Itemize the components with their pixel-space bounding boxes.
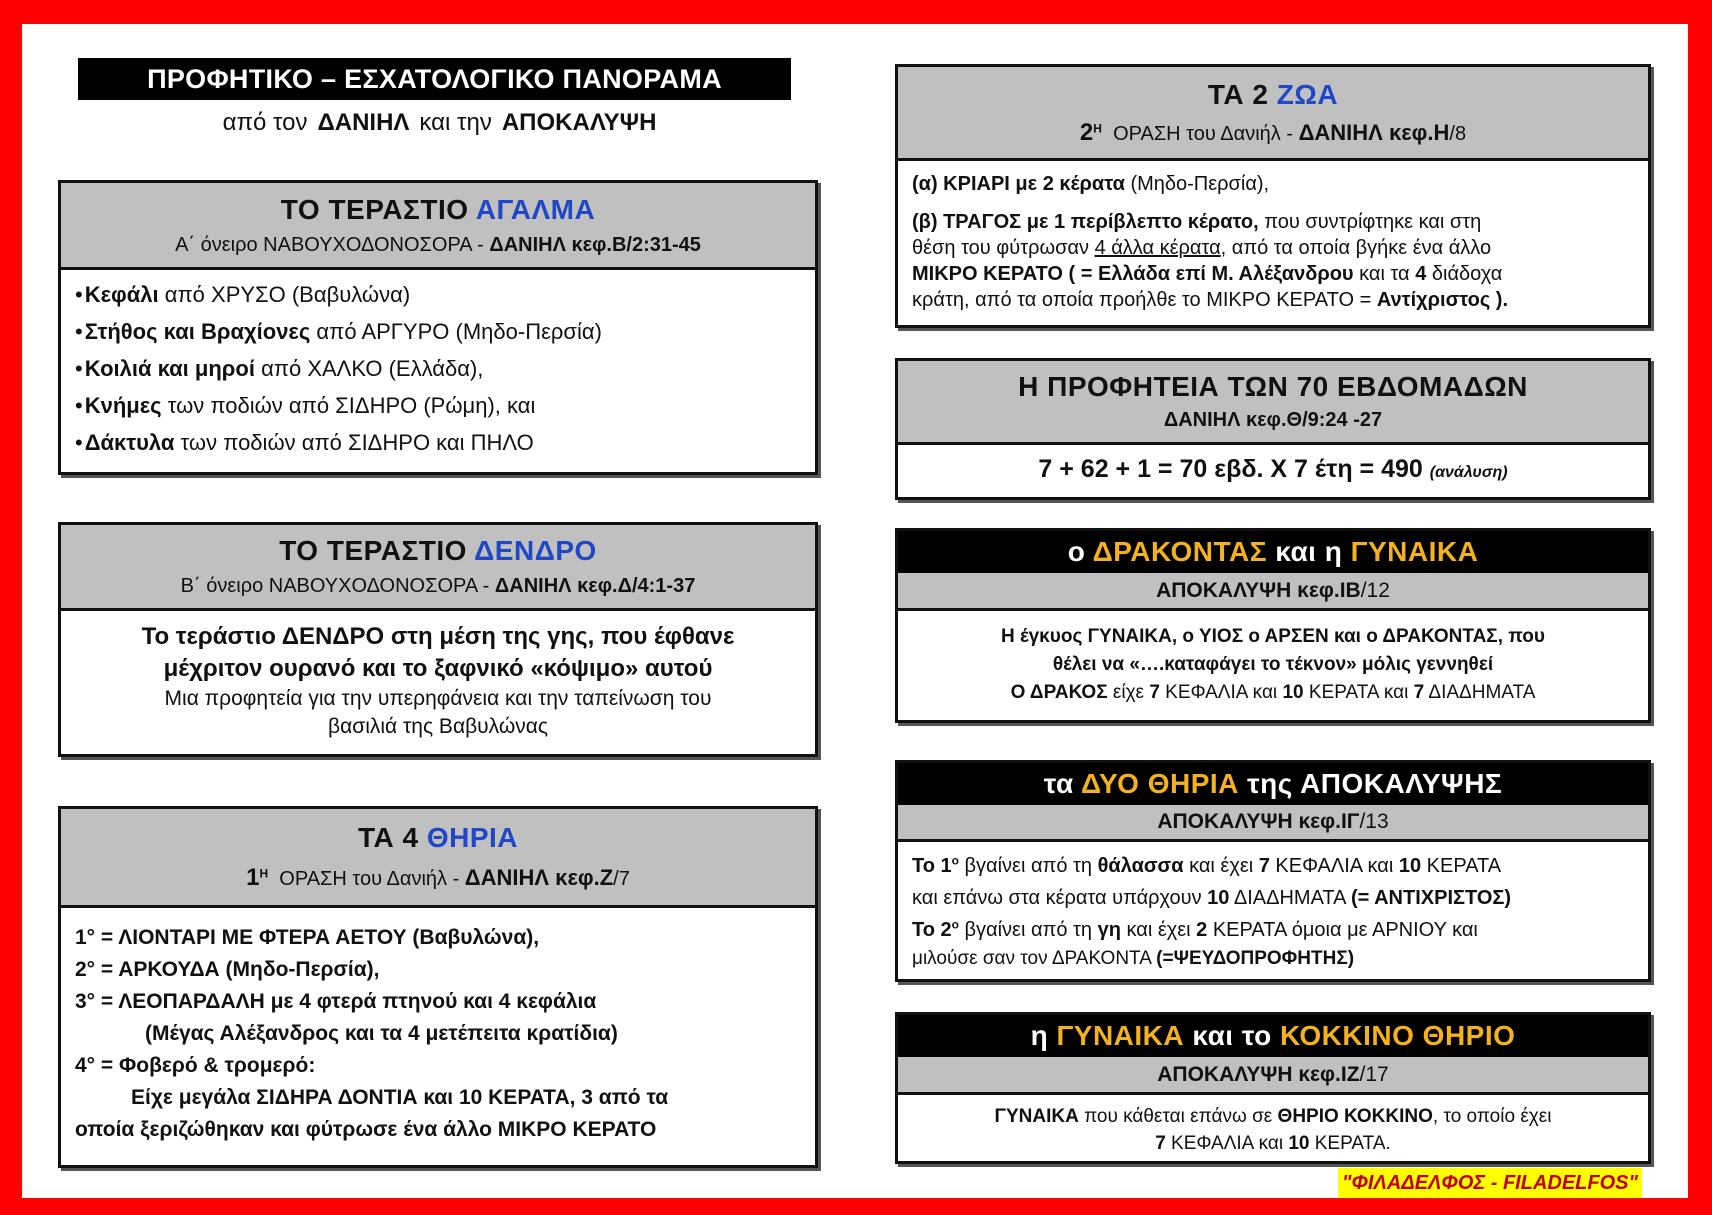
- item-bold: Δάκτυλα: [84, 430, 175, 455]
- text-bold: 10: [1282, 682, 1304, 703]
- text-line: [912, 1103, 1634, 1130]
- text-sup: ο: [951, 917, 959, 932]
- dendro-header: [61, 525, 815, 611]
- reference-part: /12: [1360, 578, 1390, 602]
- text-line: [912, 882, 1634, 914]
- kokkino-box: [895, 1012, 1651, 1164]
- zoa-item-b: [912, 209, 1634, 235]
- agalma-reference: [175, 234, 701, 257]
- formula-text: 7 + 62 + 1 = 70 εβδ. Χ 7 έτη = 490: [1038, 455, 1423, 483]
- title-part: ΓΥΝΑΙΚΑ: [1056, 1020, 1185, 1051]
- dyo-thiria-reference: [898, 805, 1648, 842]
- text-normal: , το οποίο έχει: [1432, 1106, 1552, 1127]
- title-part: ΔΕΝΔΡΟ: [474, 535, 597, 566]
- list-item: Είχε μεγάλα ΣΙΔΗΡΑ ΔΟΝΤΙΑ και 10 ΚΕΡΑΤΑ, 3 από τα: [131, 1086, 669, 1109]
- text-bold: Ο ΔΡΑΚΟΣ: [1010, 682, 1108, 703]
- thiria-list: [61, 908, 815, 1156]
- text-bold: 7: [1149, 682, 1160, 703]
- title-part: ΔΥΟ ΘΗΡΙΑ: [1080, 768, 1239, 799]
- text-line: βασιλιά της Βαβυλώνας: [328, 715, 548, 738]
- text-bold: 7: [1155, 1133, 1166, 1154]
- reference-part: ΑΠΟΚΑΛΥΨΗ κεφ.ΙΒ: [1156, 578, 1361, 602]
- text-line: [912, 1130, 1634, 1157]
- dyo-thiria-box: [895, 760, 1651, 982]
- text-normal: και έχει: [1120, 919, 1197, 941]
- text-normal: και τα: [1353, 263, 1416, 285]
- thiria-header: [61, 809, 815, 908]
- zoa-item-b-line: [912, 287, 1634, 313]
- evdomades-reference: [1164, 409, 1382, 432]
- title-part: ΖΩΑ: [1276, 78, 1339, 110]
- reference-part: ΔΑΝΙΗΛ κεφ.Ζ: [464, 865, 614, 890]
- text-normal: και έχει: [1183, 855, 1259, 877]
- dendro-box: [58, 522, 818, 757]
- text-line: [912, 679, 1634, 707]
- text-bold: 10: [1398, 855, 1422, 877]
- thiria-reference: [246, 864, 630, 892]
- text-normal: ΚΕΡΑΤΑ όμοια με ΑΡΝΙΟΥ και: [1207, 919, 1478, 941]
- dendro-text: [61, 611, 815, 751]
- item-text: των ποδιών από ΣΙΔΗΡΟ (Ρώμη), και: [161, 393, 536, 418]
- title-part: ΓΥΝΑΙΚΑ: [1350, 536, 1479, 567]
- text-bold: 10: [1288, 1133, 1310, 1154]
- item-bold: Κοιλιά και μηροί: [84, 356, 255, 381]
- text-bold: θάλασσα: [1097, 855, 1184, 877]
- subtitle-part: από τον: [222, 109, 308, 136]
- text-normal: ΚΕΡΑΤΑ.: [1309, 1133, 1391, 1154]
- text-line: θέλει να «….καταφάγει το τέκνον» μόλις γεννηθεί: [1052, 654, 1494, 675]
- text-bold: ΓΥΝΑΙΚΑ: [994, 1106, 1079, 1127]
- subtitle-part: ΑΠΟΚΑΛΥΨΗ: [501, 109, 657, 136]
- reference-part: ΔΑΝΙΗΛ κεφ.Η: [1298, 119, 1450, 145]
- reference-part: /9:24 -27: [1302, 409, 1383, 431]
- reference-part: ΔΑΝΙΗΛ κεφ.Θ: [1163, 409, 1303, 431]
- list-item: [75, 387, 801, 424]
- text-underlined: 4 άλλα κέρατα: [1094, 237, 1221, 259]
- text-normal: είχε: [1107, 682, 1150, 703]
- reference-part: ΔΑΝΙΗΛ κεφ.Δ: [494, 575, 632, 597]
- evdomades-title: Η ΠΡΟΦΗΤΕΙΑ ΤΩΝ 70 ΕΒΔΟΜΑΔΩΝ: [1018, 371, 1528, 402]
- zoa-text: [898, 161, 1648, 323]
- list-item: οποία ξεριζώθηκαν και φύτρωσε ένα άλλο ΜΙΚΡΟ ΚΕΡΑΤΟ: [75, 1118, 657, 1141]
- item-text: των ποδιών από ΣΙΔΗΡΟ και ΠΗΛΟ: [174, 430, 534, 455]
- text-bold: Αντίχριστος ).: [1376, 289, 1509, 311]
- text-bold: (β) ΤΡΑΓΟΣ με 1 περίβλεπτο κέρατο,: [912, 211, 1259, 233]
- item-bold: Στήθος και Βραχίονες: [84, 319, 311, 344]
- text-normal: βγαίνει από τη: [958, 919, 1098, 941]
- thiria-title: [358, 822, 518, 854]
- text-bold: (= ΑΝΤΙΧΡΙΣΤΟΣ): [1350, 887, 1512, 909]
- text-normal: διάδοχα: [1426, 263, 1503, 285]
- reference-part: /13: [1359, 810, 1389, 833]
- drakontas-text: [898, 611, 1648, 717]
- list-item: 3° = ΛΕΟΠΑΡΔΑΛΗ με 4 φτερά πτηνού και 4 κεφάλια: [75, 990, 597, 1013]
- title-part: ΤΑ 2: [1207, 78, 1269, 110]
- reference-part: ΔΑΝΙΗΛ κεφ.Β: [489, 233, 627, 256]
- agalma-box: [58, 180, 818, 475]
- author-signature: "ΦΙΛΑΔΕΛΦΟΣ - FILADELFOS": [1338, 1168, 1642, 1198]
- text-normal: ΚΕΡΑΤΑ: [1421, 855, 1502, 877]
- reference-part: ΟΡΑΣΗ του Δανιήλ -: [279, 868, 460, 890]
- dyo-thiria-text: [898, 842, 1648, 982]
- text-sup: ο: [951, 853, 959, 868]
- evdomades-header: [898, 361, 1648, 445]
- title-part: ΤΟ ΤΕΡΑΣΤΙΟ: [280, 193, 469, 225]
- dyo-thiria-header: [898, 763, 1648, 805]
- agalma-title: [281, 194, 595, 226]
- text-bold: Το 1: [912, 855, 952, 877]
- text-normal: (Μηδο-Περσία),: [1124, 173, 1270, 195]
- dendro-title: [279, 535, 597, 567]
- evdomades-box: [895, 358, 1651, 500]
- text-line: Το τεράστιο ΔΕΝΔΡΟ στη μέση της γης, που έφθανε: [141, 623, 735, 650]
- drakontas-box: [895, 528, 1651, 723]
- text-bold: (α) ΚΡΙΑΡΙ με 2 κέρατα: [912, 173, 1125, 195]
- title-part: ΘΗΡΙΑ: [426, 822, 519, 853]
- dyo-thiria-title: [1044, 768, 1502, 800]
- agalma-list: [61, 270, 815, 471]
- drakontas-reference: [898, 573, 1648, 611]
- item-bold: Κνήμες: [84, 393, 162, 418]
- kokkino-header: [898, 1015, 1648, 1057]
- page-title-text: ΠΡΟΦΗΤΙΚΟ – ΕΣΧΑΤΟΛΟΓΙΚΟ ΠΑΝΟΡΑΜΑ: [147, 63, 722, 94]
- list-item: [75, 276, 801, 313]
- text-bold: 7: [1258, 855, 1270, 877]
- text-normal: και επάνω στα κέρατα υπάρχουν: [912, 887, 1208, 909]
- reference-part: Α΄ όνειρο ΝΑΒΟΥΧΟΔΟΝΟΣΟΡΑ -: [175, 233, 484, 256]
- reference-part: Η: [1093, 120, 1102, 135]
- reference-part: /17: [1359, 1062, 1389, 1086]
- text-line: [912, 850, 1634, 882]
- page-title: [78, 58, 791, 100]
- list-item: (Μέγας Αλέξανδρος και τα 4 μετέπειτα κρατίδια): [145, 1022, 618, 1045]
- text-normal: θέση του φύτρωσαν: [912, 237, 1095, 259]
- zoa-item-b-line: [912, 261, 1634, 287]
- drakontas-header: [898, 531, 1648, 573]
- text-line: [912, 946, 1634, 972]
- title-part: και το: [1192, 1020, 1272, 1051]
- text-normal: που συντρίφτηκε και στη: [1258, 211, 1482, 233]
- list-item: 4° = Φοβερό & τρομερό:: [75, 1054, 316, 1077]
- text-normal: ΚΕΦΑΛΙΑ και: [1269, 855, 1399, 877]
- title-part: ΔΡΑΚΟΝΤΑΣ: [1092, 536, 1267, 567]
- text-bold: ΘΗΡΙΟ ΚΟΚΚΙΝΟ: [1277, 1106, 1433, 1127]
- zoa-reference: [1080, 119, 1466, 147]
- text-normal: που κάθεται επάνω σε: [1078, 1106, 1278, 1127]
- reference-part: /8: [1449, 122, 1467, 145]
- text-normal: ΚΕΡΑΤΑ και: [1303, 682, 1414, 703]
- reference-part: Β΄ όνειρο ΝΑΒΟΥΧΟΔΟΝΟΣΟΡΑ -: [180, 575, 490, 597]
- zoa-item-b-line: [912, 235, 1634, 261]
- text-normal: μιλούσε σαν τον ΔΡΑΚΟΝΤΑ: [912, 948, 1157, 969]
- reference-part: /2:31-45: [626, 233, 701, 256]
- text-line: μέχριτον ουρανό και το ξαφνικό «κόψιμο» αυτού: [163, 655, 713, 682]
- text-line: Μια προφητεία για την υπερηφάνεια και την ταπείνωση του: [164, 687, 712, 710]
- reference-part: /4:1-37: [631, 575, 696, 597]
- list-item: [75, 424, 801, 461]
- text-bold: γη: [1097, 919, 1121, 941]
- subtitle-part: ΔΑΝΙΗΛ: [317, 109, 410, 136]
- thiria-box: [58, 806, 818, 1168]
- dendro-reference: [181, 575, 696, 598]
- text-bold: 7: [1413, 682, 1425, 703]
- text-normal: βγαίνει από τη: [958, 855, 1098, 877]
- title-part: ο: [1067, 536, 1086, 567]
- kokkino-reference: [898, 1057, 1648, 1095]
- subtitle-part: και την: [419, 109, 492, 136]
- title-part: ΤΑ 4: [357, 822, 419, 853]
- text-bold: ΜΙΚΡΟ ΚΕΡΑΤΟ ( = Ελλάδα επί Μ. Αλέξανδρου: [912, 263, 1354, 285]
- title-part: η: [1030, 1020, 1049, 1051]
- text-normal: ΔΙΑΔΗΜΑΤΑ: [1424, 682, 1536, 703]
- reference-part: /7: [613, 868, 630, 890]
- reference-part: ΑΠΟΚΑΛΥΨΗ κεφ.ΙΓ: [1157, 810, 1360, 833]
- zoa-header: [898, 67, 1648, 161]
- text-line: Η έγκυος ΓΥΝΑΙΚΑ, ο ΥΙΟΣ ο ΑΡΣΕΝ και ο ΔΡΑΚΟΝΤΑΣ, που: [1001, 626, 1545, 647]
- item-text: από ΧΑΛΚΟ (Ελλάδα),: [254, 356, 484, 381]
- text-bold: 2: [1196, 919, 1208, 941]
- item-text: από ΧΡΥΣΟ (Βαβυλώνα): [158, 282, 411, 307]
- reference-part: ΑΠΟΚΑΛΥΨΗ κεφ.ΙΖ: [1157, 1062, 1360, 1086]
- title-part: και η: [1275, 536, 1343, 567]
- title-part: ΚΟΚΚΙΝΟ ΘΗΡΙΟ: [1279, 1020, 1516, 1051]
- evdomades-formula: [898, 445, 1648, 484]
- analysis-note: (ανάλυση): [1429, 464, 1508, 481]
- agalma-header: [61, 183, 815, 270]
- title-part: της ΑΠΟΚΑΛΥΨΗΣ: [1247, 768, 1503, 799]
- text-normal: κράτη, από τα οποία προήλθε το ΜΙΚΡΟ ΚΕΡΑΤΟ =: [912, 289, 1377, 311]
- kokkino-title: [1031, 1020, 1516, 1052]
- zoa-title: [1208, 79, 1338, 111]
- list-item: 1° = ΛΙΟΝΤΑΡΙ ΜΕ ΦΤΕΡΑ ΑΕΤΟΥ (Βαβυλώνα),: [75, 926, 540, 949]
- text-line: [912, 914, 1634, 946]
- reference-part: 2: [1079, 118, 1094, 146]
- text-bold: Το 2: [912, 919, 952, 941]
- zoa-box: [895, 64, 1651, 328]
- list-item: 2° = ΑΡΚΟΥΔΑ (Μηδο-Περσία),: [75, 958, 380, 981]
- text-bold: 4: [1415, 263, 1427, 285]
- drakontas-title: [1068, 536, 1479, 568]
- item-text: από ΑΡΓΥΡΟ (Μηδο-Περσία): [310, 319, 602, 344]
- kokkino-text: [898, 1095, 1648, 1167]
- reference-part: 1: [246, 864, 260, 891]
- text-bold: 10: [1207, 887, 1230, 909]
- list-item: [75, 313, 801, 350]
- text-normal: ΚΕΦΑΛΙΑ και: [1165, 1133, 1289, 1154]
- title-part: τα: [1043, 768, 1074, 799]
- title-part: ΑΓΑΛΜΑ: [475, 193, 596, 225]
- title-part: ΤΟ ΤΕΡΑΣΤΙΟ: [279, 535, 467, 566]
- text-normal: ΚΕΦΑΛΙΑ και: [1159, 682, 1283, 703]
- text-normal: ΔΙΑΔΗΜΑΤΑ: [1229, 887, 1351, 909]
- text-bold: (=ΨΕΥΔΟΠΡΟΦΗΤΗΣ): [1156, 948, 1355, 969]
- reference-part: Η: [259, 866, 269, 881]
- item-bold: Κεφάλι: [84, 282, 159, 307]
- zoa-item-a: [912, 171, 1634, 197]
- page-subtitle: [78, 104, 791, 142]
- reference-part: ΟΡΑΣΗ του Δανιήλ -: [1113, 122, 1294, 145]
- text-normal: , από τα οποία βγήκε ένα άλλο: [1220, 237, 1492, 259]
- list-item: [75, 350, 801, 387]
